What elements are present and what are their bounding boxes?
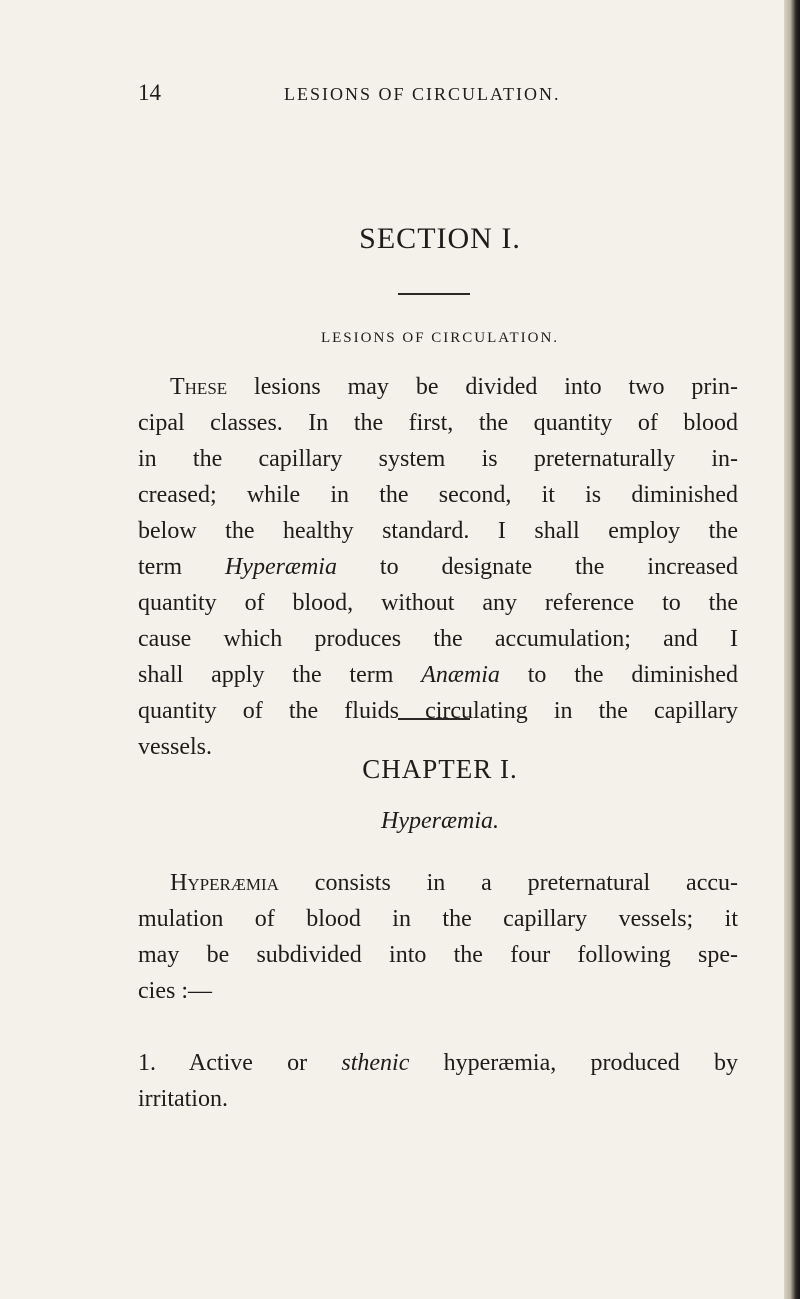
species-list-item [138, 1045, 738, 1117]
chapter-subtitle: Hyperæmia. [381, 808, 499, 834]
paragraph-line: These lesions may be divided into two prin- [170, 374, 738, 400]
paragraph-line: below the healthy standard. I shall employ the [138, 518, 738, 544]
list-item-line: 1. Active or sthenic hyperæmia, produced by [138, 1050, 738, 1076]
term-anaemia: Anæmia [421, 662, 500, 688]
term-sthenic: sthenic [341, 1050, 410, 1076]
paragraph-line: creased; while in the second, it is diminished [138, 482, 738, 508]
list-item-number: 1. [138, 1050, 156, 1076]
chapter-heading: CHAPTER I. [362, 754, 518, 784]
paragraph-line: shall apply the term Anæmia to the diminished [138, 662, 738, 688]
paragraph-line: quantity of blood, without any reference to the [138, 590, 738, 616]
paragraph-line: mulation of blood in the capillary vessels; it [138, 906, 738, 932]
section-subtitle: LESIONS OF CIRCULATION. [320, 330, 560, 346]
running-head [138, 80, 738, 110]
paragraph-line: cause which produces the accumulation; and I [138, 626, 738, 652]
paragraph-line: Hyperæmia consists in a preternatural accu- [170, 870, 738, 896]
paragraph-line: vessels. [138, 734, 212, 760]
term-hyperaemia: Hyperæmia [224, 554, 337, 580]
section-paragraph [138, 369, 738, 765]
page-number: 14 [138, 80, 161, 105]
section-divider [398, 293, 470, 295]
paragraph-line: cies :— [138, 978, 212, 1004]
paragraph-lead-word: These [170, 374, 228, 400]
chapter-paragraph [138, 865, 738, 1009]
paragraph-line: in the capillary system is preternaturally in- [138, 446, 738, 472]
running-title: LESIONS OF CIRCULATION. [284, 84, 561, 104]
page-edge-shadow [784, 0, 800, 1299]
list-item-line: irritation. [138, 1086, 228, 1112]
paragraph-line: cipal classes. In the first, the quantity of blood [138, 410, 738, 436]
section-heading: SECTION I. [359, 222, 521, 255]
paragraph-line: term Hyperæmia to designate the increased [138, 554, 739, 580]
paragraph-line: may be subdivided into the four following spe- [138, 942, 738, 968]
paragraph-lead-word: Hyperæmia [170, 870, 279, 896]
paragraph-line: quantity of the fluids circulating in the capillary [138, 698, 738, 724]
chapter-divider [398, 718, 470, 720]
